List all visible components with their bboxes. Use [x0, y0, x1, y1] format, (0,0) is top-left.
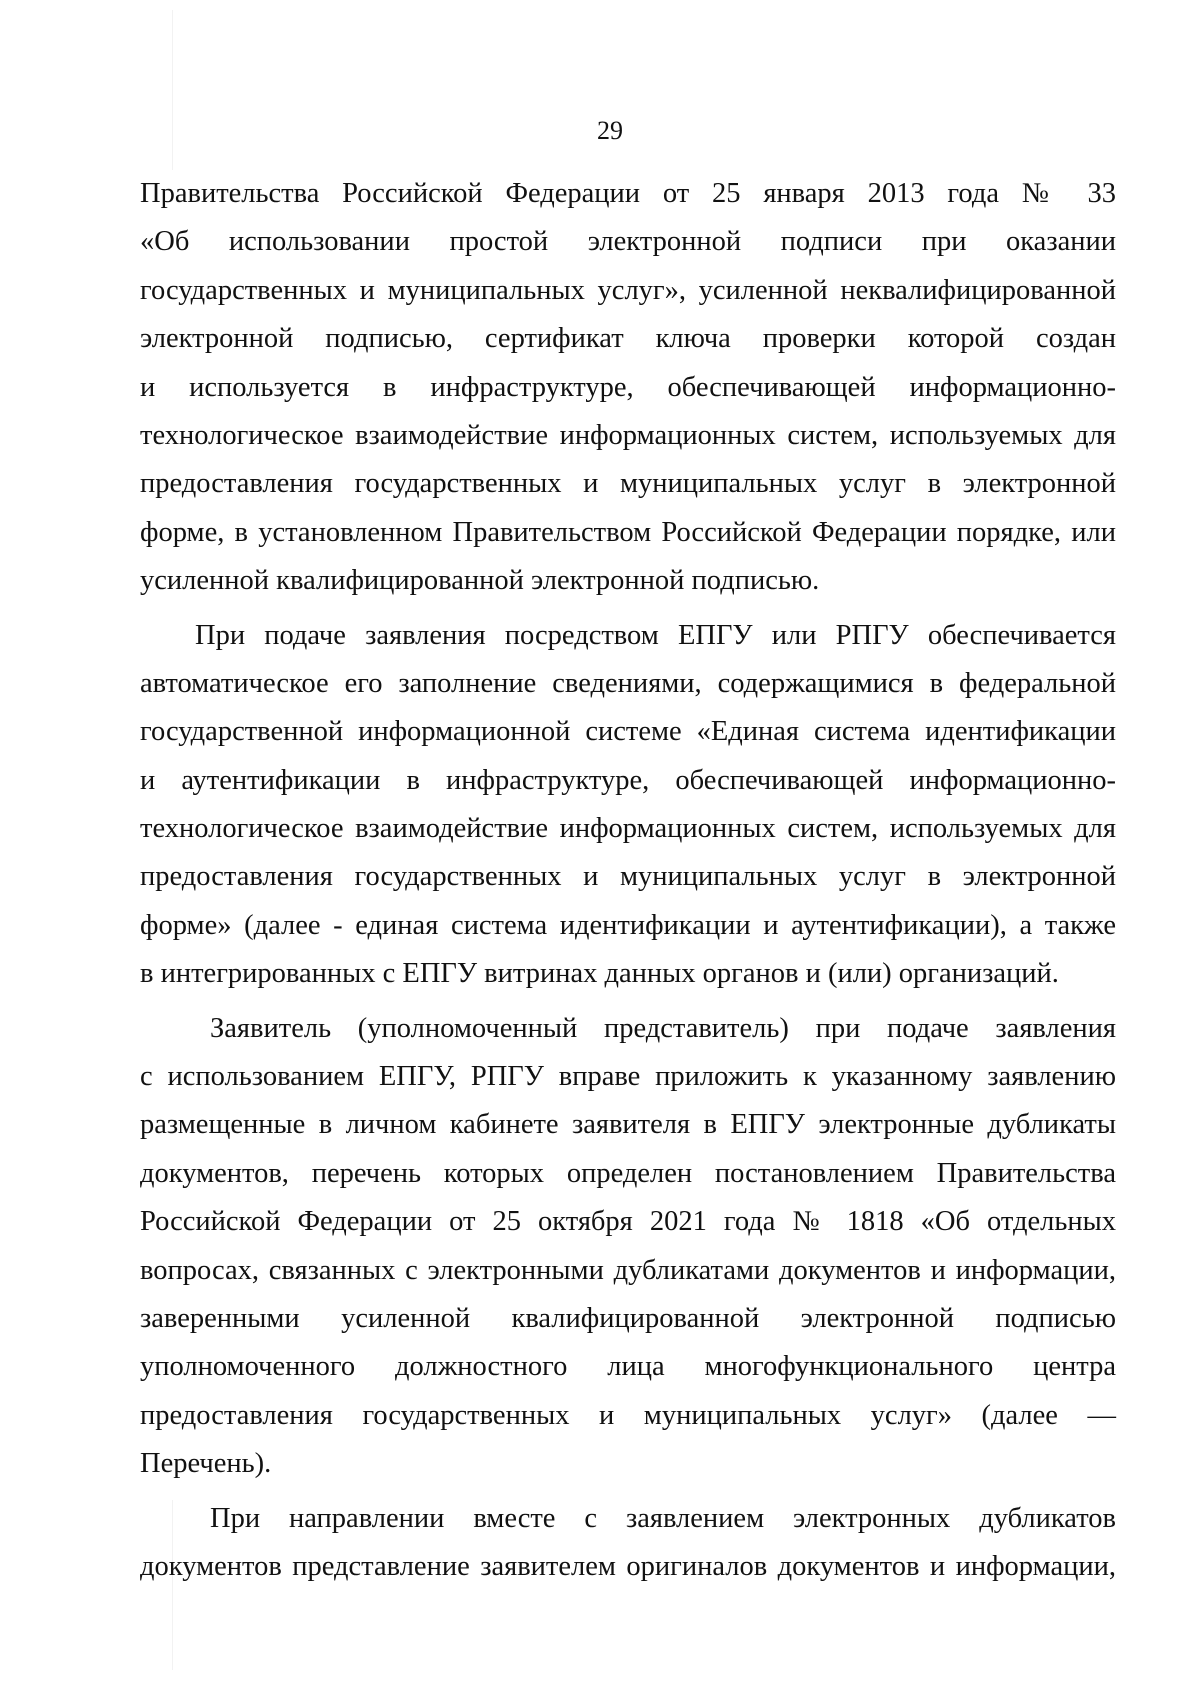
text-line: и аутентификации в инфраструктуре, обеспечивающей информационно-	[140, 764, 1116, 796]
text-line: государственной информационной системе «Единая система идентификации	[140, 716, 1116, 748]
paragraph	[140, 612, 1116, 999]
text-line: электронной подписью, сертификат ключа проверки которой создан	[140, 323, 1116, 355]
text-line: и используется в инфраструктуре, обеспечивающей информационно-	[140, 371, 1116, 403]
text-line: документов представление заявителем оригиналов документов и информации,	[140, 1550, 1116, 1582]
text-line: При подаче заявления посредством ЕПГУ или РПГУ обеспечивается	[195, 619, 1116, 651]
text-line: размещенные в личном кабинете заявителя в ЕПГУ электронные дубликаты	[140, 1109, 1116, 1141]
text-line: «Об использовании простой электронной подписи при оказании	[140, 226, 1116, 258]
text-line: форме, в установленном Правительством Российской Федерации порядке, или	[140, 516, 1116, 548]
text-line: При направлении вместе с заявлением электронных дубликатов	[210, 1502, 1116, 1534]
text-line: в интегрированных с ЕПГУ витринах данных органов и (или) организаций.	[140, 958, 1059, 990]
text-line: заверенными усиленной квалифицированной электронной подписью	[140, 1302, 1116, 1334]
text-line: документов, перечень которых определен постановлением Правительства	[140, 1157, 1116, 1189]
page-number: 29	[597, 116, 623, 145]
document-body	[140, 170, 1116, 1591]
text-line: Правительства Российской Федерации от 25 января 2013 года № 33	[140, 178, 1116, 209]
paragraph	[140, 1005, 1116, 1489]
text-line: технологическое взаимодействие информационных систем, используемых для	[140, 813, 1116, 845]
paragraph	[140, 1495, 1116, 1592]
text-line: Заявитель (уполномоченный представитель) при подаче заявления	[210, 1012, 1116, 1044]
text-line: уполномоченного должностного лица многофункционального центра	[140, 1351, 1116, 1383]
text-line: с использованием ЕПГУ, РПГУ вправе приложить к указанному заявлению	[140, 1061, 1116, 1093]
text-line: Перечень).	[140, 1448, 272, 1480]
paragraph	[140, 170, 1116, 606]
text-line: усиленной квалифицированной электронной подписью.	[140, 565, 820, 597]
page-margin-rule	[172, 10, 173, 170]
text-line: предоставления государственных и муниципальных услуг в электронной	[140, 468, 1116, 500]
text-line: государственных и муниципальных услуг», усиленной неквалифицированной	[140, 274, 1116, 306]
text-line: технологическое взаимодействие информационных систем, используемых для	[140, 419, 1116, 451]
text-line: вопросах, связанных с электронными дубликатами документов и информации,	[140, 1254, 1116, 1286]
text-line: автоматическое его заполнение сведениями, содержащимися в федеральной	[140, 667, 1116, 699]
text-line: предоставления государственных и муниципальных услуг в электронной	[140, 861, 1116, 893]
text-line: Российской Федерации от 25 октября 2021 года № 1818 «Об отдельных	[140, 1206, 1116, 1238]
text-line: предоставления государственных и муниципальных услуг» (далее —	[140, 1399, 1116, 1431]
text-line: форме» (далее - единая система идентификации и аутентификации), а также	[140, 909, 1116, 941]
